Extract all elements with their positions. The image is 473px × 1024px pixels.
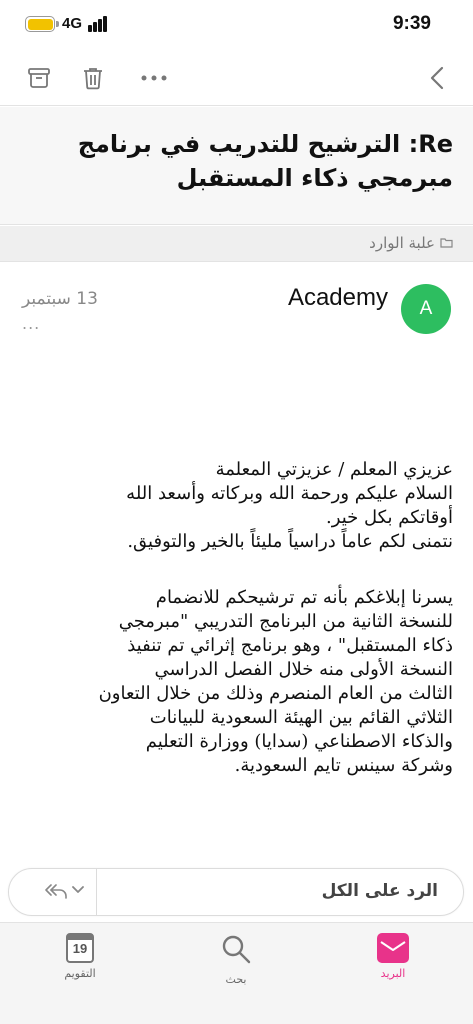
archive-icon <box>27 67 51 89</box>
tab-label: البريد <box>380 967 406 980</box>
body-line: نتمنى لكم عاماً دراسياً مليئاً بالخير والتوفيق. <box>127 531 453 552</box>
tab-label: التقويم <box>64 967 96 980</box>
body-line: يسرنا إبلاغكم بأنه تم ترشيحكم للانضمام <box>155 587 453 608</box>
body-line: أوقاتكم بكل خير. <box>326 507 453 528</box>
archive-button[interactable] <box>25 64 53 92</box>
body-line: الثلاثي القائم بين الهيئة السعودية للبيانات <box>149 707 453 728</box>
trash-button[interactable] <box>79 64 107 92</box>
tab-search[interactable] <box>191 933 281 995</box>
network-type: 4G <box>62 15 83 32</box>
chevron-down-icon[interactable] <box>71 885 85 895</box>
more-button[interactable] <box>140 64 168 92</box>
tab-calendar[interactable] <box>35 933 125 995</box>
reply-all-icon <box>44 881 68 901</box>
sender-name[interactable]: Academy <box>287 284 388 311</box>
status-time: 9:39 <box>392 13 431 34</box>
subject-header <box>0 107 473 225</box>
tab-label: بحث <box>225 973 247 986</box>
reply-all-label: الرد على الكل <box>321 881 438 901</box>
mailbox-row[interactable] <box>0 226 473 262</box>
avatar[interactable]: A <box>401 284 451 334</box>
body-line: الثالث من العام المنصرم وذلك من خلال التعاون <box>98 683 453 704</box>
calendar-day: 19 <box>72 941 88 956</box>
message-toolbar <box>0 50 473 106</box>
details-more-button[interactable]: ... <box>22 314 41 333</box>
trash-icon <box>82 66 104 90</box>
body-line: عزيزي المعلم / عزيزتي المعلمة <box>215 459 453 480</box>
body-line: النسخة الأولى منه خلال الفصل الدراسي <box>154 659 453 680</box>
mailbox-label: علبة الوارد <box>369 234 435 252</box>
search-icon <box>220 933 252 965</box>
body-line: السلام عليكم ورحمة الله وبركاته وأسعد الله <box>126 483 453 504</box>
body-line: وشركة سينس تايم السعودية. <box>234 755 453 776</box>
back-chevron-icon <box>430 66 444 90</box>
signal-icon <box>88 16 112 32</box>
back-button[interactable] <box>423 64 451 92</box>
tab-mail[interactable] <box>348 933 438 995</box>
message-subject: Re: الترشيح للتدريب في برنامج مبرمجي ذكاء المستقبل <box>77 130 453 192</box>
status-bar <box>0 0 473 50</box>
folder-icon <box>440 237 453 248</box>
calendar-icon <box>66 933 94 963</box>
body-line: والذكاء الاصطناعي (سدايا) ووزارة التعليم <box>145 731 453 752</box>
message-body <box>13 458 453 778</box>
tab-bar <box>0 922 473 1024</box>
body-line: ذكاء المستقبل" ، وهو برنامج إثرائي تم تنفيذ <box>127 635 453 656</box>
battery-icon <box>25 16 55 32</box>
body-line: للنسخة الثانية من البرنامج التدريبي "مبرمجي <box>118 611 453 632</box>
reply-all-bar[interactable] <box>8 868 464 916</box>
message-date: 13 سبتمبر <box>22 289 98 309</box>
more-icon <box>141 75 167 81</box>
mail-icon <box>377 933 409 963</box>
sender-row <box>0 262 473 362</box>
